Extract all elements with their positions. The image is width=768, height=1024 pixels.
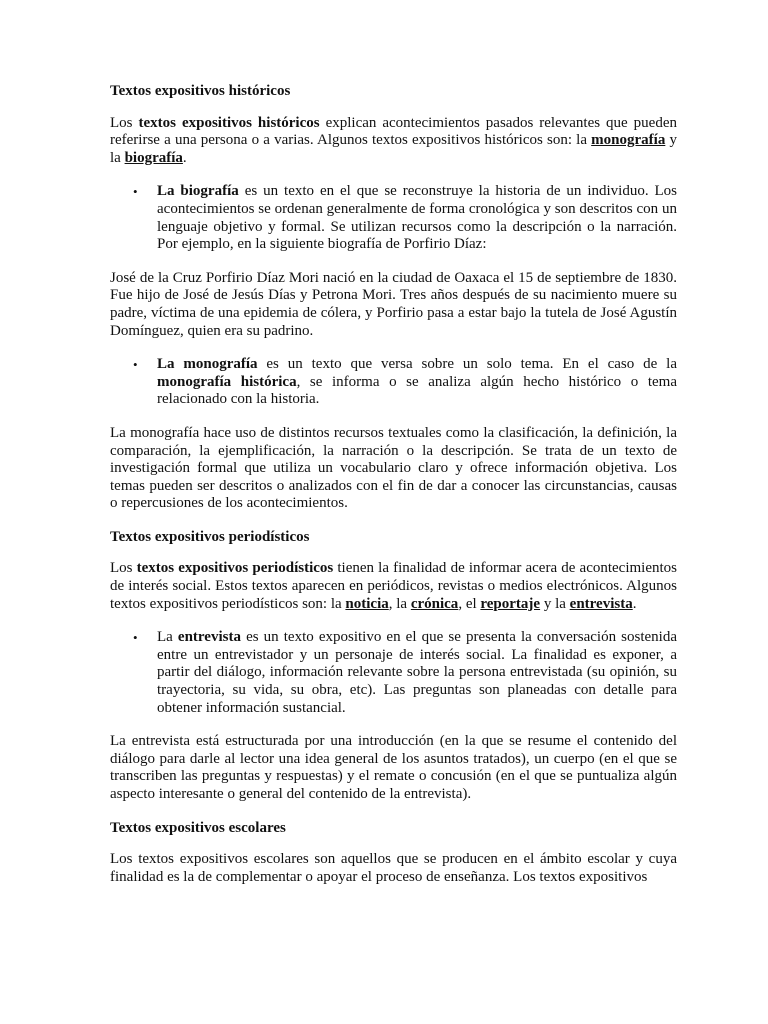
bold-term: La monografía xyxy=(157,356,258,373)
list-item-entrevista xyxy=(133,629,677,717)
bold-term: La biografía xyxy=(157,183,239,200)
text: y la xyxy=(110,132,677,166)
text: y la xyxy=(540,595,570,612)
bold-term: monografía histórica xyxy=(157,373,297,390)
text: es un texto expositivo en el que se presenta la conversación sostenida entre un entrevistador y un personaje de interés social. La finalidad es exponer, a partir del diálogo, información relevante sobre la persona entrevistada (su opinión, su trayectoria, su vida, su obra, etc). Las preguntas son planeadas con detalle para obtener información sustancial. xyxy=(157,629,677,716)
text: Los xyxy=(110,560,137,577)
bullet-list-monografia xyxy=(110,356,677,409)
text: es un texto en el que se reconstruye la historia de un individuo. Los acontecimientos se ordenan generalmente de forma cronológica y son descritos con un lenguaje objetivo y formal. Se utilizan recursos como la descripción o la narración. Por ejemplo, en la siguiente biografía de Porfirio Díaz: xyxy=(157,183,677,253)
link-entrevista[interactable]: entrevista xyxy=(569,595,633,612)
bullet-list-entrevista xyxy=(110,629,677,717)
link-noticia[interactable]: noticia xyxy=(345,595,389,612)
text: . xyxy=(182,149,187,166)
paragraph-historicos-intro xyxy=(110,115,677,168)
text: , la xyxy=(388,595,411,612)
bold-term: textos expositivos históricos xyxy=(138,114,320,131)
text: Los xyxy=(110,114,139,131)
text: es un texto que versa sobre un solo tema. En el caso de la xyxy=(257,356,677,373)
bullet-icon: • xyxy=(133,357,138,373)
link-cronica[interactable]: crónica xyxy=(410,595,459,612)
bold-term: textos expositivos periodísticos xyxy=(136,560,334,577)
text: , se informa o se analiza algún hecho histórico o tema relacionado con la historia. xyxy=(157,373,677,408)
bullet-icon: • xyxy=(133,630,138,646)
link-monografia[interactable]: monografía xyxy=(591,132,666,149)
bullet-icon: • xyxy=(133,184,138,200)
text: explican acontecimientos pasados relevantes que pueden referirse a una persona o a varias. Algunos textos expositivos históricos son: la xyxy=(110,114,677,149)
text: . xyxy=(632,595,637,612)
link-reportaje[interactable]: reportaje xyxy=(480,595,541,612)
heading-escolares: Textos expositivos escolares xyxy=(110,819,286,836)
paragraph-periodisticos-intro xyxy=(110,560,677,613)
list-item-biografia xyxy=(133,183,677,253)
heading-periodisticos: Textos expositivos periodísticos xyxy=(110,528,310,545)
paragraph-entrevista: La entrevista está estructurada por una introducción (en la que se resume el contenido del diálogo para darle al lector una idea general de los asuntos tratados), un cuerpo (en el que se transcriben las preguntas y respuestas) y el remate o concusión (en el que se puntualiza algún aspecto interesante o general del contenido de la entrevista). xyxy=(110,733,677,802)
text: La xyxy=(157,629,178,646)
paragraph-monografia: La monografía hace uso de distintos recursos textuales como la clasificación, la definición, la comparación, la ejemplificación, la narración o la descripción. Se trata de un texto de investigación formal que utiliza un vocabulario claro y ofrece información objetiva. Los temas pueden ser descritos o analizados con el fin de dar a conocer las circunstancias, causas o repercusiones de los acontecimientos. xyxy=(110,424,677,512)
paragraph-example-porfirio: José de la Cruz Porfirio Díaz Mori nació en la ciudad de Oaxaca el 15 de septiembre de 1830. Fue hijo de José de Jesús Días y Petrona Mori. Tres años después de su nacimiento muere su padre, víctima de una epidemia de cólera, y Porfirio pasa a estar bajo la tutela de José Agustín Domínguez, quien era su padrino. xyxy=(110,269,677,339)
text: , el xyxy=(458,595,481,612)
text: tienen la finalidad de informar acera de acontecimientos de interés social. Estos textos aparecen en periódicos, revistas o medios electrónicos. Algunos textos expositivos periodísticos son: la xyxy=(110,560,677,612)
bold-term: entrevista xyxy=(177,629,241,646)
link-biografia[interactable]: biografía xyxy=(124,149,183,166)
heading-historicos: Textos expositivos históricos xyxy=(110,83,291,99)
bullet-list-biografia xyxy=(110,183,677,253)
paragraph-escolares: Los textos expositivos escolares son aquellos que se producen en el ámbito escolar y cuya finalidad es la de complementar o apoyar el proceso de enseñanza. Los textos expositivos xyxy=(110,851,677,885)
list-item-monografia xyxy=(133,356,677,409)
